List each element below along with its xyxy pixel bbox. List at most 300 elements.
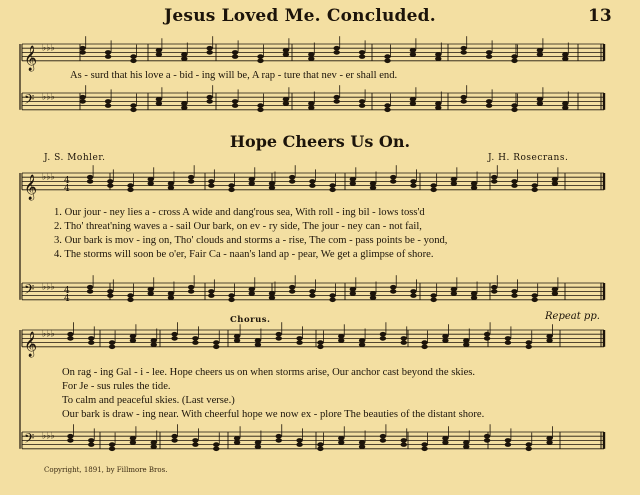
page-number: 13 (588, 6, 612, 26)
note-head (156, 48, 162, 53)
note-head (546, 334, 552, 339)
note-head (511, 179, 517, 184)
note-head (380, 438, 386, 443)
note-head (334, 95, 340, 100)
note-head (289, 175, 295, 180)
note-head (87, 179, 93, 184)
note-head (390, 179, 396, 184)
note-head (168, 295, 174, 300)
note-head (484, 336, 490, 341)
note-head (88, 442, 94, 447)
hymn2-title: Hope Cheers Us On. (229, 132, 411, 151)
note-head (338, 436, 344, 441)
verse-3: 3. Our bark is mov - ing on, Tho' clouds and storms a - rise, The com - pass points be - yond, (54, 235, 448, 246)
note-head (442, 436, 448, 441)
note-head (471, 295, 477, 300)
note-head (491, 285, 497, 290)
note-head (359, 440, 365, 445)
note-head (338, 338, 344, 343)
note-head (359, 103, 365, 108)
note-head (380, 336, 386, 341)
treble-clef: 𝄞 (24, 45, 38, 71)
note-head (107, 293, 113, 298)
note-head (531, 183, 537, 188)
note-head (442, 334, 448, 339)
note-head (531, 298, 537, 303)
note-head (289, 179, 295, 184)
note-head (188, 179, 194, 184)
note-head (127, 298, 133, 303)
note-head (130, 59, 136, 64)
note-head (552, 177, 558, 182)
note-head (308, 101, 314, 106)
note-head (552, 291, 558, 296)
note-head (350, 177, 356, 182)
note-head (410, 101, 416, 106)
note-head (451, 291, 457, 296)
note-head (109, 447, 115, 452)
note-head (255, 444, 261, 449)
treble-clef: 𝄞 (24, 174, 38, 200)
note-head (390, 175, 396, 180)
note-head (511, 54, 517, 59)
note-head (401, 442, 407, 447)
note-head (283, 101, 289, 106)
note-head (213, 447, 219, 452)
note-head (370, 181, 376, 186)
note-head (562, 105, 568, 110)
copyright-notice: Copyright, 1891, by Fillmore Bros. (44, 466, 168, 474)
note-head (283, 97, 289, 102)
note-head (309, 179, 315, 184)
note-head (67, 438, 73, 443)
key-signature: ♭♭♭ (42, 329, 55, 340)
note-head (486, 50, 492, 55)
chorus-marker: Chorus. (230, 315, 271, 325)
note-head (88, 336, 94, 341)
note-head (234, 440, 240, 445)
note-head (461, 50, 467, 55)
note-head (107, 179, 113, 184)
note-head (213, 340, 219, 345)
note-head (370, 185, 376, 190)
note-head (410, 293, 416, 298)
time-signature-top: 4 (64, 176, 70, 186)
note-head (421, 345, 427, 350)
note-head (562, 52, 568, 57)
note-head (105, 50, 111, 55)
note-head (359, 54, 365, 59)
note-head (208, 293, 214, 298)
note-head (276, 434, 282, 439)
note-head (410, 183, 416, 188)
note-head (421, 340, 427, 345)
note-head (232, 54, 238, 59)
note-head (562, 101, 568, 106)
note-head (87, 175, 93, 180)
note-head (505, 336, 511, 341)
note-head (505, 442, 511, 447)
note-head (401, 336, 407, 341)
note-head (359, 338, 365, 343)
note-head (171, 434, 177, 439)
note-head (168, 291, 174, 296)
note-head (232, 103, 238, 108)
note-head (435, 56, 441, 61)
note-head (562, 56, 568, 61)
note-head (511, 59, 517, 64)
note-head (130, 440, 136, 445)
note-head (109, 340, 115, 345)
note-head (87, 289, 93, 294)
note-head (435, 52, 441, 57)
note-head (384, 54, 390, 59)
note-head (430, 183, 436, 188)
note-head (228, 183, 234, 188)
note-head (171, 332, 177, 337)
note-head (67, 332, 73, 337)
note-head (384, 59, 390, 64)
note-head (334, 46, 340, 51)
note-head (296, 340, 302, 345)
note-head (87, 285, 93, 290)
note-head (359, 444, 365, 449)
note-head (107, 289, 113, 294)
note-head (269, 295, 275, 300)
note-head (463, 338, 469, 343)
note-head (350, 287, 356, 292)
note-head (181, 56, 187, 61)
note-head (546, 436, 552, 441)
note-head (257, 103, 263, 108)
note-head (130, 103, 136, 108)
note-head (151, 342, 157, 347)
note-head (207, 50, 213, 55)
key-signature: ♭♭♭ (42, 43, 55, 54)
note-head (168, 181, 174, 186)
note-head (435, 101, 441, 106)
note-head (156, 52, 162, 57)
note-head (296, 442, 302, 447)
note-head (67, 434, 73, 439)
note-head (486, 54, 492, 59)
note-head (410, 97, 416, 102)
note-head (105, 99, 111, 104)
note-head (338, 334, 344, 339)
note-head (127, 188, 133, 193)
time-signature-bottom: 4 (64, 184, 70, 194)
note-head (148, 181, 154, 186)
note-head (463, 342, 469, 347)
note-head (168, 185, 174, 190)
note-head (471, 181, 477, 186)
note-head (151, 444, 157, 449)
note-head (296, 336, 302, 341)
note-head (207, 99, 213, 104)
note-head (317, 447, 323, 452)
note-head (537, 97, 543, 102)
note-head (451, 177, 457, 182)
note-head (451, 287, 457, 292)
bass-clef: 𝄢 (24, 430, 35, 450)
note-head (309, 289, 315, 294)
system2-line-3: To calm and peaceful skies. (Last verse.) (62, 395, 235, 406)
note-head (461, 99, 467, 104)
note-head (505, 438, 511, 443)
note-head (471, 185, 477, 190)
note-head (249, 291, 255, 296)
note-head (451, 181, 457, 186)
note-head (410, 179, 416, 184)
system2-line-4: Our bark is draw - ing near. With cheerful hope we now ex - plore The beauties of the distant shore. (62, 409, 485, 420)
note-head (546, 440, 552, 445)
note-head (296, 438, 302, 443)
note-head (213, 345, 219, 350)
key-signature: ♭♭♭ (42, 92, 55, 103)
note-head (430, 293, 436, 298)
note-head (249, 181, 255, 186)
note-head (491, 179, 497, 184)
note-head (359, 342, 365, 347)
note-head (309, 293, 315, 298)
note-head (192, 442, 198, 447)
note-head (249, 287, 255, 292)
note-head (67, 336, 73, 341)
note-head (255, 338, 261, 343)
note-head (526, 340, 532, 345)
key-signature: ♭♭♭ (42, 172, 55, 183)
time-signature-bottom: 4 (64, 294, 70, 304)
note-head (350, 291, 356, 296)
note-head (208, 183, 214, 188)
note-head (255, 342, 261, 347)
note-head (484, 438, 490, 443)
note-head (181, 101, 187, 106)
note-head (384, 108, 390, 113)
note-head (359, 50, 365, 55)
note-head (109, 345, 115, 350)
note-head (370, 295, 376, 300)
system2-line-2: For Je - sus rules the tide. (62, 381, 171, 392)
note-head (421, 447, 427, 452)
note-head (463, 444, 469, 449)
note-head (207, 46, 213, 51)
note-head (181, 52, 187, 57)
note-head (317, 340, 323, 345)
note-head (234, 338, 240, 343)
note-head (537, 48, 543, 53)
note-head (350, 181, 356, 186)
note-head (410, 48, 416, 53)
key-signature: ♭♭♭ (42, 431, 55, 442)
note-head (435, 105, 441, 110)
note-head (156, 97, 162, 102)
note-head (234, 436, 240, 441)
note-head (88, 438, 94, 443)
note-head (289, 285, 295, 290)
note-head (283, 52, 289, 57)
note-head (130, 338, 136, 343)
note-head (156, 101, 162, 106)
note-head (192, 340, 198, 345)
note-head (148, 177, 154, 182)
note-head (208, 179, 214, 184)
note-head (308, 105, 314, 110)
note-head (511, 103, 517, 108)
note-head (329, 293, 335, 298)
note-head (390, 285, 396, 290)
note-head (430, 298, 436, 303)
note-head (380, 434, 386, 439)
note-head (526, 442, 532, 447)
note-head (148, 287, 154, 292)
note-head (283, 48, 289, 53)
bass-clef: 𝄢 (24, 281, 35, 301)
system2-line-1: On rag - ing Gal - i - lee. Hope cheers us on when storms arise, Our anchor cast beyond the skies. (62, 367, 476, 378)
note-head (257, 54, 263, 59)
note-head (334, 99, 340, 104)
note-head (276, 438, 282, 443)
note-head (171, 438, 177, 443)
note-head (109, 442, 115, 447)
note-head (390, 289, 396, 294)
note-head (276, 336, 282, 341)
note-head (486, 103, 492, 108)
note-head (208, 289, 214, 294)
note-head (289, 289, 295, 294)
note-head (181, 105, 187, 110)
note-head (257, 108, 263, 113)
note-head (257, 59, 263, 64)
note-head (188, 285, 194, 290)
note-head (461, 95, 467, 100)
note-head (308, 52, 314, 57)
note-head (151, 440, 157, 445)
bass-clef: 𝄢 (24, 91, 35, 111)
note-head (130, 54, 136, 59)
note-head (401, 438, 407, 443)
note-head (546, 338, 552, 343)
note-head (308, 56, 314, 61)
note-head (531, 188, 537, 193)
note-head (442, 440, 448, 445)
note-head (105, 54, 111, 59)
note-head (484, 332, 490, 337)
lyricist-credit: J. S. Mohler. (44, 153, 106, 163)
note-head (461, 46, 467, 51)
note-head (442, 338, 448, 343)
note-head (329, 298, 335, 303)
note-head (80, 46, 86, 51)
note-head (232, 99, 238, 104)
note-head (552, 181, 558, 186)
note-head (130, 334, 136, 339)
note-head (505, 340, 511, 345)
note-head (430, 188, 436, 193)
note-head (370, 291, 376, 296)
note-head (105, 103, 111, 108)
note-head (88, 340, 94, 345)
key-signature: ♭♭♭ (42, 282, 55, 293)
note-head (127, 293, 133, 298)
note-head (171, 336, 177, 341)
verse-2: 2. Tho' threat'ning waves a - sail Our bark, on ev - ry side, The jour - ney can - not fail, (54, 221, 422, 232)
note-head (228, 298, 234, 303)
note-head (410, 52, 416, 57)
note-head (151, 338, 157, 343)
note-head (269, 181, 275, 186)
verse-4: 4. The storms will soon be o'er, Fair Ca - naan's land ap - pear, We get a glimpse of shore. (54, 249, 434, 260)
note-head (188, 289, 194, 294)
note-head (130, 108, 136, 113)
note-head (276, 332, 282, 337)
note-head (130, 436, 136, 441)
verse-1: 1. Our jour - ney lies a - cross A wide and dang'rous sea, With roll - ing bil - lows toss'd (54, 207, 425, 218)
note-head (127, 183, 133, 188)
time-signature-top: 4 (64, 286, 70, 296)
note-head (269, 291, 275, 296)
note-head (511, 183, 517, 188)
note-head (192, 438, 198, 443)
note-head (255, 440, 261, 445)
note-head (537, 101, 543, 106)
note-head (537, 52, 543, 57)
note-head (329, 183, 335, 188)
note-head (486, 99, 492, 104)
note-head (234, 334, 240, 339)
note-head (421, 442, 427, 447)
note-head (80, 50, 86, 55)
note-head (384, 103, 390, 108)
note-head (511, 108, 517, 113)
repeat-marker: Repeat pp. (545, 311, 600, 322)
note-head (401, 340, 407, 345)
note-head (317, 345, 323, 350)
note-head (484, 434, 490, 439)
note-head (410, 289, 416, 294)
note-head (334, 50, 340, 55)
note-head (148, 291, 154, 296)
note-head (463, 440, 469, 445)
note-head (228, 188, 234, 193)
note-head (269, 185, 275, 190)
note-head (228, 293, 234, 298)
note-head (531, 293, 537, 298)
note-head (491, 289, 497, 294)
note-head (249, 177, 255, 182)
note-head (213, 442, 219, 447)
note-head (526, 447, 532, 452)
treble-clef: 𝄞 (24, 331, 38, 357)
note-head (552, 287, 558, 292)
note-head (471, 291, 477, 296)
hymn1-lyric: As - surd that his love a - bid - ing will be, A rap - ture that nev - er shall end. (70, 70, 398, 81)
note-head (80, 95, 86, 100)
note-head (80, 99, 86, 104)
note-head (511, 289, 517, 294)
hymn1-title: Jesus Loved Me. Concluded. (164, 6, 436, 26)
note-head (511, 293, 517, 298)
note-head (192, 336, 198, 341)
note-head (309, 183, 315, 188)
composer-credit: J. H. Rosecrans. (488, 153, 569, 163)
note-head (107, 183, 113, 188)
note-head (338, 440, 344, 445)
note-head (232, 50, 238, 55)
note-head (329, 188, 335, 193)
note-head (188, 175, 194, 180)
note-head (207, 95, 213, 100)
